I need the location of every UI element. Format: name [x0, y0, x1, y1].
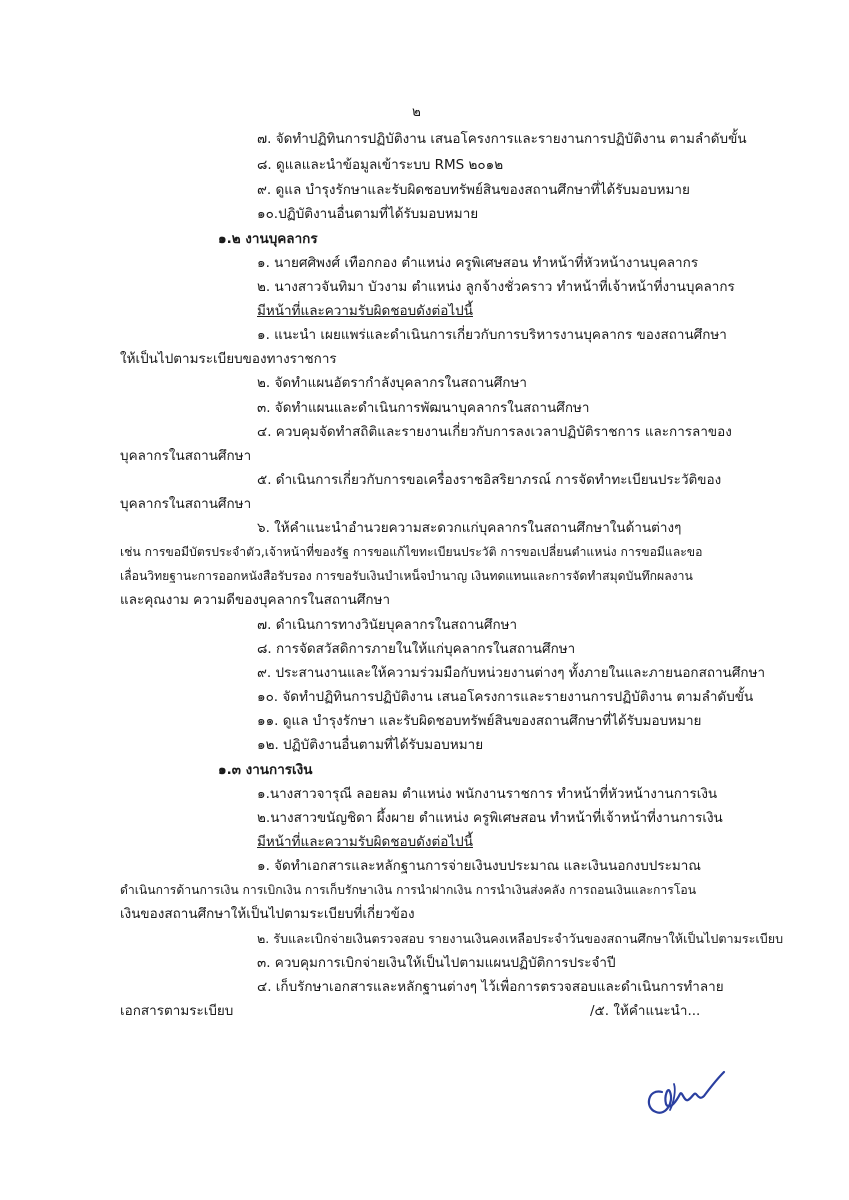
text-line: ๑. แนะนำ เผยแพร่และดำเนินการเกี่ยวกับการบริหารงานบุคลากร ของสถานศึกษา: [257, 327, 727, 343]
text-line: ๙. ดูแล บำรุงรักษาและรับผิดชอบทรัพย์สินของสถานศึกษาที่ได้รับมอบหมาย: [257, 182, 690, 198]
signature-icon: [640, 1062, 730, 1122]
text-line: เงินของสถานศึกษาให้เป็นไปตามระเบียบที่เกี่ยวข้อง: [120, 906, 415, 922]
text-line: ๒. รับและเบิกจ่ายเงินตรวจสอบ รายงานเงินคงเหลือประจำวันของสถานศึกษาให้เป็นไปตามระเบียบ: [257, 931, 784, 946]
text-line: ๑๑. ดูแล บำรุงรักษา และรับผิดชอบทรัพย์สินของสถานศึกษาที่ได้รับมอบหมาย: [257, 713, 702, 729]
text-line: ดำเนินการด้านการเงิน การเบิกเงิน การเก็บรักษาเงิน การนำฝากเงิน การนำเงินส่งคลัง การถอนเงินและการโอน: [120, 883, 697, 897]
text-line: ๘. การจัดสวัสดิการภายในให้แก่บุคลากรในสถานศึกษา: [257, 641, 576, 657]
duties-heading: มีหน้าที่และความรับผิดชอบดังต่อไปนี้: [257, 834, 473, 850]
text-line: ๑๒. ปฏิบัติงานอื่นตามที่ได้รับมอบหมาย: [257, 737, 484, 753]
text-line: และคุณงาม ความดีของบุคลากรในสถานศึกษา: [120, 592, 391, 608]
section-heading-personnel: ๑.๒ งานบุคลากร: [218, 231, 318, 247]
text-line: ๓. ควบคุมการเบิกจ่ายเงินให้เป็นไปตามแผนปฏิบัติการประจำปี: [257, 955, 616, 971]
text-line: ๒. จัดทำแผนอัตรากำลังบุคลากรในสถานศึกษา: [257, 375, 527, 391]
page-number: ๒: [412, 104, 421, 120]
text-line: บุคลากรในสถานศึกษา: [120, 496, 252, 512]
text-line: เช่น การขอมีบัตรประจำตัว,เจ้าหน้าที่ของรัฐ การขอแก้ไขทะเบียนประวัติ การขอเปลี่ยนตำแหน่ง การขอมีและขอ: [120, 545, 703, 559]
text-line: ๑. จัดทำเอกสารและหลักฐานการจ่ายเงินงบประมาณ และเงินนอกงบประมาณ: [257, 858, 701, 874]
text-line: ๖. ให้คำแนะนำอำนวยความสะดวกแก่บุคลากรในสถานศึกษาในด้านต่างๆ: [257, 520, 682, 536]
text-line: เอกสารตามระเบียบ: [120, 1003, 234, 1019]
text-line: บุคลากรในสถานศึกษา: [120, 448, 252, 464]
text-line: ๕. ดำเนินการเกี่ยวกับการขอเครื่องราชอิสริยาภรณ์ การจัดทำทะเบียนประวัติของ: [257, 472, 722, 488]
duties-heading: มีหน้าที่และความรับผิดชอบดังต่อไปนี้: [257, 303, 473, 319]
section-heading-finance: ๑.๓ งานการเงิน: [218, 762, 313, 778]
text-line: ๑.นางสาวจารุณี ลอยลม ตำแหน่ง พนักงานราชการ ทำหน้าที่หัวหน้างานการเงิน: [257, 786, 718, 802]
text-line: ๗. ดำเนินการทางวินัยบุคลากรในสถานศึกษา: [257, 617, 518, 633]
text-line: ๘. ดูแลและนำข้อมูลเข้าระบบ RMS ๒๐๑๒: [257, 157, 504, 173]
text-line: ๒.นางสาวขนัญชิดา ผึ้งผาย ตำแหน่ง ครูพิเศษสอน ทำหน้าที่เจ้าหน้าที่งานการเงิน: [257, 810, 723, 826]
text-line: ๔. เก็บรักษาเอกสารและหลักฐานต่างๆ ไว้เพื่อการตรวจสอบและดำเนินการทำลาย: [257, 979, 724, 995]
text-line: ๑๐. จัดทำปฏิทินการปฏิบัติงาน เสนอโครงการและรายงานการปฏิบัติงาน ตามลำดับขั้น: [257, 689, 754, 705]
continuation-marker: /๕. ให้คำแนะนำ...: [590, 1003, 701, 1019]
text-line: ๓. จัดทำแผนและดำเนินการพัฒนาบุคลากรในสถานศึกษา: [257, 400, 590, 416]
text-line: ๔. ควบคุมจัดทำสถิติและรายงานเกี่ยวกับการลงเวลาปฏิบัติราชการ และการลาของ: [257, 424, 732, 440]
text-line: เลื่อนวิทยฐานะการออกหนังสือรับรอง การขอรับเงินบำเหน็จบำนาญ เงินทดแทนและการจัดทำสมุดบันทึกผลงาน: [120, 569, 693, 583]
text-line: ๑. นายศศิพงศ์ เทือกกอง ตำแหน่ง ครูพิเศษสอน ทำหน้าที่หัวหน้างานบุคลากร: [257, 255, 699, 271]
text-line: ๑๐.ปฏิบัติงานอื่นตามที่ได้รับมอบหมาย: [257, 206, 479, 222]
text-line: ๒. นางสาวจันทิมา บัวงาม ตำแหน่ง ลูกจ้างชั่วคราว ทำหน้าที่เจ้าหน้าที่งานบุคลากร: [257, 279, 735, 295]
text-line: ให้เป็นไปตามระเบียบของทางราชการ: [120, 351, 337, 367]
text-line: ๙. ประสานงานและให้ความร่วมมือกับหน่วยงานต่างๆ ทั้งภายในและภายนอกสถานศึกษา: [257, 665, 766, 681]
text-line: ๗. จัดทำปฏิทินการปฏิบัติงาน เสนอโครงการและรายงานการปฏิบัติงาน ตามลำดับขั้น: [257, 131, 747, 147]
